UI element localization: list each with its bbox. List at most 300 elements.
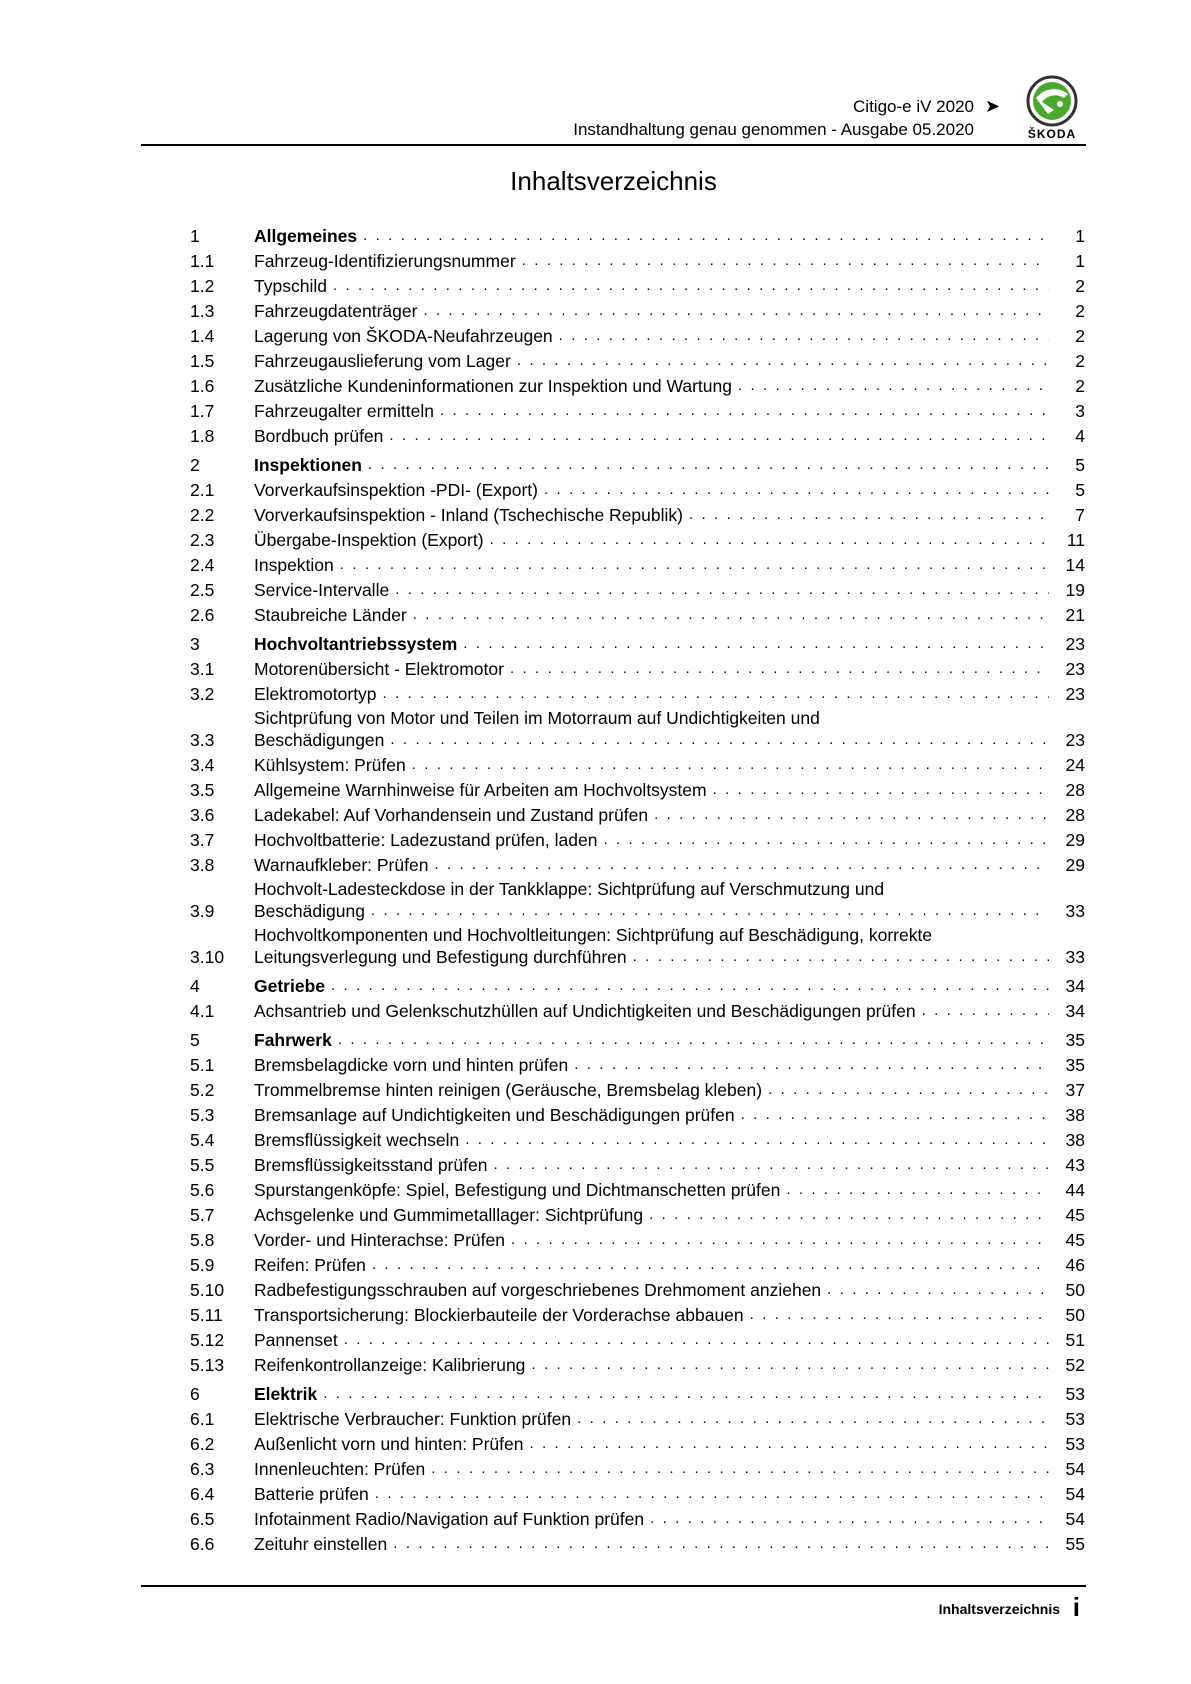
table-of-contents	[190, 222, 1085, 1559]
toc-page-number: 53	[1065, 1384, 1085, 1404]
toc-number: 2.2	[190, 505, 215, 525]
toc-page-number: 28	[1065, 780, 1085, 800]
toc-page-number: 38	[1065, 1130, 1085, 1150]
toc-leader-dots	[363, 225, 1049, 247]
toc-text	[254, 829, 1057, 851]
header-edition: Instandhaltung genau genommen - Ausgabe 05.2020	[573, 120, 974, 139]
toc-entry[interactable]	[190, 322, 1085, 347]
toc-page-number: 54	[1065, 1459, 1085, 1479]
toc-text	[254, 400, 1057, 422]
toc-text	[254, 754, 1057, 776]
toc-page-number: 7	[1075, 505, 1085, 525]
toc-number: 3	[190, 634, 200, 654]
toc-text	[254, 1354, 1057, 1376]
toc-label: Innenleuchten: Prüfen	[254, 1459, 426, 1479]
toc-number: 3.6	[190, 805, 215, 825]
toc-entry[interactable]	[190, 1226, 1085, 1251]
toc-leader-dots	[654, 804, 1049, 826]
toc-section	[190, 1026, 1085, 1376]
toc-label: Bremsanlage auf Undichtigkeiten und Beschädigungen prüfen	[254, 1105, 735, 1125]
toc-entry[interactable]	[190, 851, 1085, 876]
toc-text	[254, 1029, 1057, 1051]
toc-page-number: 24	[1065, 755, 1085, 775]
toc-label: Allgemeine Warnhinweise für Arbeiten am Hochvoltsystem	[254, 780, 707, 800]
toc-text	[254, 1229, 1057, 1251]
toc-leader-dots	[713, 779, 1049, 801]
toc-page-number: 1	[1075, 251, 1085, 271]
toc-leader-dots	[738, 375, 1049, 397]
toc-label-line2: Beschädigung	[254, 901, 365, 921]
toc-label: Fahrzeugalter ermitteln	[254, 401, 434, 421]
footer-rule	[141, 1585, 1086, 1587]
toc-text	[254, 1129, 1057, 1151]
toc-number: 6	[190, 1384, 200, 1404]
toc-page-number: 28	[1065, 805, 1085, 825]
toc-entry[interactable]	[190, 876, 1085, 922]
toc-number: 1.7	[190, 401, 215, 421]
toc-entry[interactable]	[190, 1176, 1085, 1201]
toc-label: Service-Intervalle	[254, 580, 390, 600]
toc-label: Ladekabel: Auf Vorhandensein und Zustand prüfen	[254, 805, 649, 825]
toc-leader-dots	[577, 1408, 1049, 1430]
toc-entry[interactable]	[190, 1101, 1085, 1126]
toc-leader-dots	[786, 1179, 1049, 1201]
toc-label: Elektrische Verbraucher: Funktion prüfen	[254, 1409, 572, 1429]
toc-text	[254, 1304, 1057, 1326]
toc-page-number: 21	[1065, 605, 1085, 625]
toc-section	[190, 222, 1085, 447]
toc-text	[254, 225, 1057, 247]
toc-page-number: 5	[1075, 455, 1085, 475]
toc-label: Vorverkaufsinspektion -PDI- (Export)	[254, 480, 538, 500]
toc-text	[254, 633, 1057, 655]
toc-leader-dots	[689, 504, 1049, 526]
toc-page-number: 29	[1065, 855, 1085, 875]
toc-page-number: 2	[1075, 276, 1085, 296]
toc-leader-dots	[434, 854, 1049, 876]
toc-page-number: 53	[1065, 1434, 1085, 1454]
toc-label: Reifen: Prüfen	[254, 1255, 366, 1275]
toc-number: 3.3	[190, 730, 215, 750]
toc-text	[254, 250, 1057, 272]
toc-number: 2.5	[190, 580, 215, 600]
toc-page-number: 1	[1075, 226, 1085, 246]
toc-text	[254, 658, 1057, 680]
toc-number: 6.4	[190, 1484, 215, 1504]
toc-number: 6.2	[190, 1434, 215, 1454]
toc-label-line2: Beschädigungen	[254, 730, 385, 750]
toc-entry[interactable]	[190, 1301, 1085, 1326]
toc-leader-dots	[603, 829, 1049, 851]
toc-leader-dots	[368, 454, 1049, 476]
toc-entry[interactable]	[190, 801, 1085, 826]
toc-number: 5.4	[190, 1130, 215, 1150]
toc-leader-dots	[390, 729, 1049, 751]
toc-number: 2.3	[190, 530, 215, 550]
toc-chapter[interactable]	[190, 451, 1085, 476]
toc-label: Allgemeines	[254, 226, 358, 246]
toc-label: Außenlicht vorn und hinten: Prüfen	[254, 1434, 524, 1454]
toc-entry[interactable]	[190, 826, 1085, 851]
toc-entry[interactable]	[190, 922, 1085, 968]
toc-entry[interactable]	[190, 372, 1085, 397]
toc-entry[interactable]	[190, 1326, 1085, 1351]
toc-number: 4.1	[190, 1001, 215, 1021]
toc-text	[254, 707, 1057, 751]
toc-page-number: 11	[1066, 530, 1085, 550]
header-rule	[141, 144, 1086, 146]
toc-number: 6.6	[190, 1534, 215, 1554]
skoda-logo-icon	[1024, 74, 1080, 128]
toc-entry[interactable]	[190, 1530, 1085, 1555]
toc-page-number: 35	[1065, 1055, 1085, 1075]
toc-number: 1.5	[190, 351, 215, 371]
toc-label: Bremsflüssigkeit wechseln	[254, 1130, 460, 1150]
toc-chapter[interactable]	[190, 1026, 1085, 1051]
toc-entry[interactable]	[190, 705, 1085, 751]
toc-text	[254, 1279, 1057, 1301]
toc-leader-dots	[510, 658, 1049, 680]
toc-text	[254, 1383, 1057, 1405]
toc-page-number: 3	[1075, 401, 1085, 421]
toc-chapter[interactable]	[190, 630, 1085, 655]
toc-number: 5.11	[190, 1305, 223, 1325]
toc-section	[190, 630, 1085, 968]
toc-text	[254, 1458, 1057, 1480]
toc-leader-dots	[338, 1029, 1049, 1051]
toc-entry[interactable]	[190, 1405, 1085, 1430]
toc-page-number: 23	[1065, 684, 1085, 704]
toc-number: 2	[190, 455, 200, 475]
toc-leader-dots	[389, 425, 1049, 447]
toc-section	[190, 972, 1085, 1022]
toc-entry[interactable]	[190, 1505, 1085, 1530]
toc-leader-dots	[511, 1229, 1049, 1251]
toc-page-number: 45	[1065, 1205, 1085, 1225]
toc-page-number: 50	[1065, 1305, 1085, 1325]
toc-text	[254, 1054, 1057, 1076]
toc-number: 3.1	[190, 659, 215, 679]
toc-label: Sichtprüfung von Motor und Teilen im Motorraum auf Undichtigkeiten und	[254, 708, 820, 728]
toc-label-line2-wrap	[254, 729, 1057, 751]
page-footer	[141, 1585, 1086, 1622]
toc-label-line2-wrap	[254, 900, 1057, 922]
toc-leader-dots	[531, 1354, 1049, 1376]
toc-text	[254, 1079, 1057, 1101]
toc-entry[interactable]	[190, 1126, 1085, 1151]
toc-leader-dots	[412, 754, 1049, 776]
toc-entry[interactable]	[190, 1276, 1085, 1301]
toc-text	[254, 975, 1057, 997]
toc-label: Warnaufkleber: Prüfen	[254, 855, 429, 875]
toc-entry[interactable]	[190, 1251, 1085, 1276]
toc-leader-dots	[344, 1329, 1049, 1351]
page-number: i	[1072, 1592, 1080, 1622]
toc-text	[254, 1408, 1057, 1430]
page-title: Inhaltsverzeichnis	[510, 166, 717, 196]
toc-entry[interactable]	[190, 1051, 1085, 1076]
toc-number: 6.5	[190, 1509, 215, 1529]
toc-text	[254, 1329, 1057, 1351]
toc-label: Trommelbremse hinten reinigen (Geräusche, Bremsbelag kleben)	[254, 1080, 763, 1100]
toc-number: 1.6	[190, 376, 215, 396]
toc-entry[interactable]	[190, 476, 1085, 501]
toc-page-number: 2	[1075, 301, 1085, 321]
toc-page-number: 2	[1075, 351, 1085, 371]
toc-label: Zusätzliche Kundeninformationen zur Inspektion und Wartung	[254, 376, 732, 396]
toc-number: 1	[190, 226, 200, 246]
toc-number: 3.7	[190, 830, 215, 850]
toc-leader-dots	[413, 604, 1049, 626]
toc-text	[254, 325, 1057, 347]
toc-page-number: 14	[1065, 555, 1085, 575]
toc-page-number: 34	[1065, 1001, 1085, 1021]
toc-leader-dots	[431, 1458, 1049, 1480]
toc-page-number: 53	[1065, 1409, 1085, 1429]
toc-entry[interactable]	[190, 680, 1085, 705]
toc-text	[254, 1254, 1057, 1276]
toc-number: 1.8	[190, 426, 215, 446]
toc-leader-dots	[650, 1508, 1049, 1530]
toc-entry[interactable]	[190, 1480, 1085, 1505]
toc-page-number: 33	[1065, 947, 1085, 967]
toc-label: Achsantrieb und Gelenkschutzhüllen auf Undichtigkeiten und Beschädigungen prüfen	[254, 1001, 916, 1021]
toc-number: 5.13	[190, 1355, 225, 1375]
toc-label: Kühlsystem: Prüfen	[254, 755, 406, 775]
toc-page-number: 35	[1065, 1030, 1085, 1050]
toc-entry[interactable]	[190, 751, 1085, 776]
toc-number: 5.6	[190, 1180, 215, 1200]
toc-number: 4	[190, 976, 200, 996]
toc-page-number: 46	[1065, 1255, 1085, 1275]
toc-text	[254, 529, 1057, 551]
toc-leader-dots	[423, 300, 1049, 322]
toc-label: Spurstangenköpfe: Spiel, Befestigung und Dichtmanschetten prüfen	[254, 1180, 781, 1200]
toc-number: 1.1	[190, 251, 215, 271]
toc-leader-dots	[340, 554, 1049, 576]
toc-text	[254, 1204, 1057, 1226]
brand-name: ŠKODA	[1027, 127, 1077, 141]
toc-text	[254, 1433, 1057, 1455]
toc-entry[interactable]	[190, 1430, 1085, 1455]
toc-page-number: 23	[1065, 634, 1085, 654]
toc-leader-dots	[393, 1533, 1049, 1555]
toc-section	[190, 451, 1085, 626]
toc-text	[254, 504, 1057, 526]
toc-label: Infotainment Radio/Navigation auf Funktion prüfen	[254, 1509, 645, 1529]
toc-entry[interactable]	[190, 1201, 1085, 1226]
toc-label: Batterie prüfen	[254, 1484, 369, 1504]
toc-text	[254, 300, 1057, 322]
toc-page-number: 55	[1065, 1534, 1085, 1554]
toc-label: Hochvoltkomponenten und Hochvoltleitungen: Sichtprüfung auf Beschädigung, korrekte	[254, 925, 933, 945]
toc-leader-dots	[371, 900, 1049, 922]
toc-leader-dots	[544, 479, 1049, 501]
toc-number: 5.12	[190, 1330, 225, 1350]
toc-text	[254, 683, 1057, 705]
toc-leader-dots	[768, 1079, 1049, 1101]
toc-leader-dots	[395, 579, 1049, 601]
toc-page-number: 2	[1075, 326, 1085, 346]
toc-number: 5.5	[190, 1155, 215, 1175]
toc-entry[interactable]	[190, 655, 1085, 680]
toc-page-number: 38	[1065, 1105, 1085, 1125]
toc-label: Motorenübersicht - Elektromotor	[254, 659, 504, 679]
toc-page-number: 43	[1065, 1155, 1085, 1175]
toc-number: 6.3	[190, 1459, 215, 1479]
toc-entry[interactable]	[190, 247, 1085, 272]
toc-label: Inspektionen	[254, 455, 362, 475]
toc-leader-dots	[922, 1000, 1049, 1022]
toc-number: 3.5	[190, 780, 215, 800]
toc-entry[interactable]	[190, 1351, 1085, 1376]
toc-entry[interactable]	[190, 272, 1085, 297]
toc-text	[254, 854, 1057, 876]
toc-leader-dots	[333, 275, 1049, 297]
toc-number: 5.3	[190, 1105, 215, 1125]
toc-label: Pannenset	[254, 1330, 338, 1350]
toc-leader-dots	[559, 325, 1049, 347]
toc-chapter[interactable]	[190, 972, 1085, 997]
toc-label: Inspektion	[254, 555, 334, 575]
toc-text	[254, 1508, 1057, 1530]
toc-text	[254, 804, 1057, 826]
toc-number: 5.7	[190, 1205, 215, 1225]
toc-leader-dots	[375, 1483, 1049, 1505]
toc-chapter[interactable]	[190, 1380, 1085, 1405]
toc-leader-dots	[649, 1204, 1049, 1226]
toc-leader-dots	[490, 529, 1049, 551]
toc-label: Vorder- und Hinterachse: Prüfen	[254, 1230, 505, 1250]
toc-entry[interactable]	[190, 397, 1085, 422]
toc-text	[254, 554, 1057, 576]
toc-chapter[interactable]	[190, 222, 1085, 247]
toc-section	[190, 1380, 1085, 1555]
toc-number: 1.2	[190, 276, 215, 296]
toc-label: Fahrzeugdatenträger	[254, 301, 418, 321]
toc-leader-dots	[331, 975, 1049, 997]
toc-label-line2: Leitungsverlegung und Befestigung durchführen	[254, 947, 627, 967]
toc-label: Fahrzeug-Identifizierungsnummer	[254, 251, 516, 271]
toc-number: 5	[190, 1030, 200, 1050]
toc-entry[interactable]	[190, 1076, 1085, 1101]
toc-entry[interactable]	[190, 551, 1085, 576]
arrow-right-icon: ➤	[984, 96, 1000, 116]
toc-text	[254, 1154, 1057, 1176]
toc-leader-dots	[633, 946, 1049, 968]
toc-text	[254, 275, 1057, 297]
toc-leader-dots	[372, 1254, 1049, 1276]
toc-label: Hochvoltantriebssystem	[254, 634, 458, 654]
toc-leader-dots	[465, 1129, 1049, 1151]
toc-leader-dots	[529, 1433, 1049, 1455]
toc-entry[interactable]	[190, 1151, 1085, 1176]
toc-number: 5.8	[190, 1230, 215, 1250]
toc-number: 5.10	[190, 1280, 225, 1300]
toc-entry[interactable]	[190, 1455, 1085, 1480]
toc-label: Bremsflüssigkeitsstand prüfen	[254, 1155, 488, 1175]
toc-page-number: 19	[1065, 580, 1085, 600]
toc-number: 3.4	[190, 755, 215, 775]
toc-label: Staubreiche Länder	[254, 605, 407, 625]
toc-number: 5.2	[190, 1080, 215, 1100]
toc-number: 5.1	[190, 1055, 215, 1075]
footer-label: Inhaltsverzeichnis	[938, 1601, 1060, 1617]
toc-number: 3.9	[190, 901, 215, 921]
toc-leader-dots	[517, 350, 1049, 372]
toc-text	[254, 425, 1057, 447]
toc-page-number: 23	[1065, 659, 1085, 679]
toc-label: Bordbuch prüfen	[254, 426, 384, 446]
toc-entry[interactable]	[190, 347, 1085, 372]
toc-number: 3.8	[190, 855, 215, 875]
toc-label: Fahrwerk	[254, 1030, 332, 1050]
toc-entry[interactable]	[190, 501, 1085, 526]
toc-page-number: 29	[1065, 830, 1085, 850]
toc-entry[interactable]	[190, 576, 1085, 601]
toc-text	[254, 878, 1057, 922]
toc-entry[interactable]	[190, 997, 1085, 1022]
toc-entry[interactable]	[190, 601, 1085, 626]
toc-leader-dots	[440, 400, 1049, 422]
toc-entry[interactable]	[190, 776, 1085, 801]
toc-page-number: 44	[1065, 1180, 1085, 1200]
toc-text	[254, 604, 1057, 626]
toc-page-number: 54	[1065, 1484, 1085, 1504]
toc-leader-dots	[323, 1383, 1049, 1405]
toc-label: Zeituhr einstellen	[254, 1534, 388, 1554]
skoda-logo	[1024, 74, 1080, 144]
toc-label: Achsgelenke und Gummimetalllager: Sichtprüfung	[254, 1205, 644, 1225]
toc-text	[254, 1483, 1057, 1505]
toc-leader-dots	[741, 1104, 1049, 1126]
toc-number: 5.9	[190, 1255, 215, 1275]
toc-text	[254, 1104, 1057, 1126]
toc-leader-dots	[827, 1279, 1049, 1301]
header-model: Citigo-e iV 2020	[853, 97, 974, 116]
toc-number: 2.1	[190, 480, 215, 500]
toc-number: 2.4	[190, 555, 215, 575]
toc-page-number: 37	[1065, 1080, 1085, 1100]
toc-entry[interactable]	[190, 422, 1085, 447]
toc-label-line2-wrap	[254, 946, 1057, 968]
toc-page-number: 50	[1065, 1280, 1085, 1300]
toc-label: Fahrzeugauslieferung vom Lager	[254, 351, 511, 371]
toc-page-number: 34	[1065, 976, 1085, 996]
toc-leader-dots	[750, 1304, 1049, 1326]
toc-entry[interactable]	[190, 297, 1085, 322]
toc-label: Typschild	[254, 276, 327, 296]
toc-leader-dots	[493, 1154, 1049, 1176]
toc-label: Getriebe	[254, 976, 325, 996]
toc-text	[254, 924, 1057, 968]
toc-number: 3.2	[190, 684, 215, 704]
toc-number: 3.10	[190, 947, 225, 967]
toc-page-number: 5	[1075, 480, 1085, 500]
toc-page-number: 33	[1065, 901, 1085, 921]
toc-leader-dots	[463, 633, 1049, 655]
toc-label: Hochvolt-Ladesteckdose in der Tankklappe: Sichtprüfung auf Verschmutzung und	[254, 879, 885, 899]
toc-label: Übergabe-Inspektion (Export)	[254, 530, 484, 550]
toc-text	[254, 1000, 1057, 1022]
toc-text	[254, 375, 1057, 397]
toc-label: Bremsbelagdicke vorn und hinten prüfen	[254, 1055, 569, 1075]
toc-text	[254, 579, 1057, 601]
toc-text	[254, 479, 1057, 501]
toc-label: Vorverkaufsinspektion - Inland (Tschechische Republik)	[254, 505, 683, 525]
toc-entry[interactable]	[190, 526, 1085, 551]
toc-text	[254, 350, 1057, 372]
